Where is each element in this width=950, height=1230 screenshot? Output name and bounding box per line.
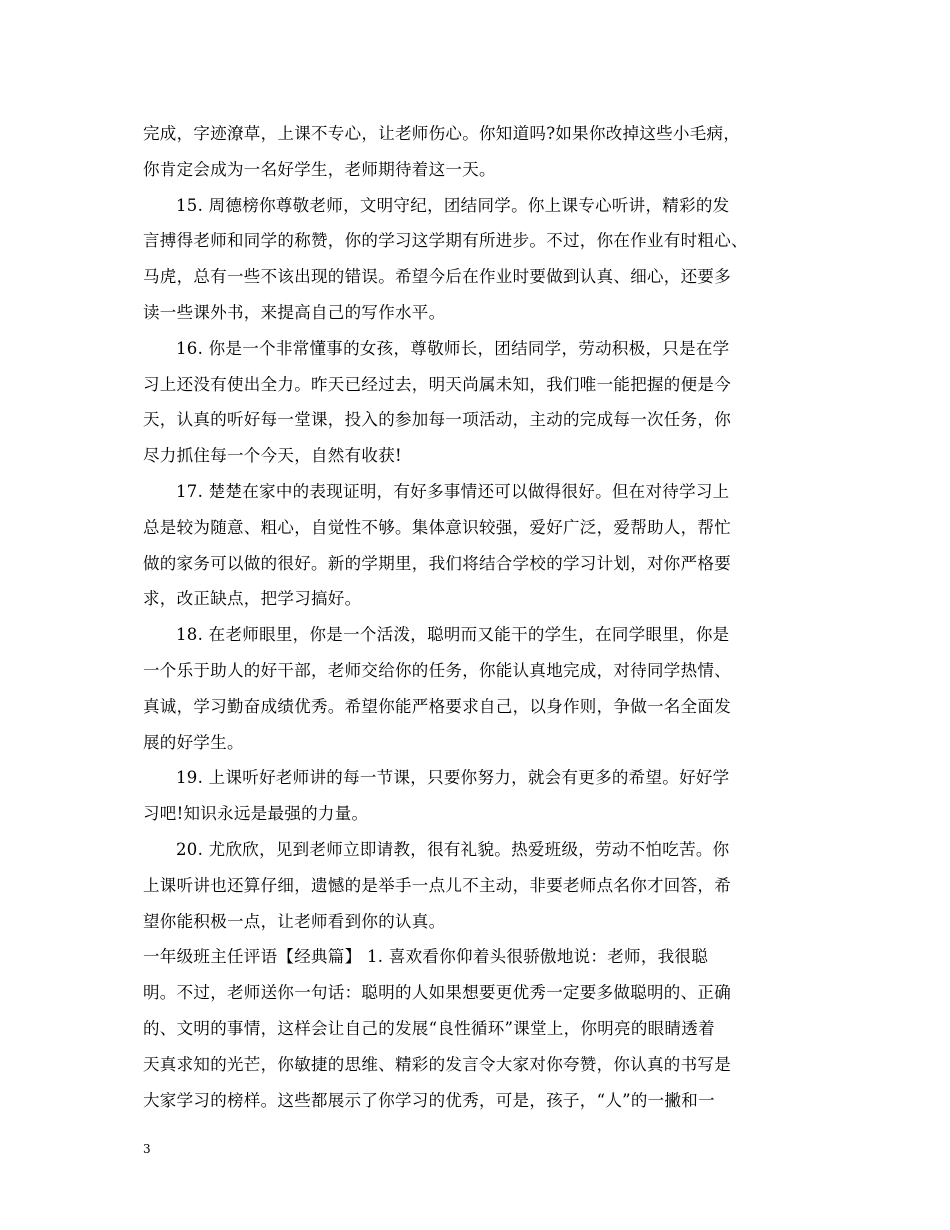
text-line: 大家学习的榜样。这些都展示了你学习的优秀，可是，孩子，“人”的一撇和一 <box>143 1090 715 1110</box>
text-line: 尽力抓住每一个今天，自然有收获! <box>143 446 402 466</box>
text-line: 16. 你是一个非常懂事的女孩，尊敬师长，团结同学，劳动积极，只是在学 <box>176 338 730 358</box>
text-line: 读一些课外书，来提高自己的写作水平。 <box>143 302 446 322</box>
text-line: 18. 在老师眼里，你是一个活泼，聪明而又能干的学生，在同学眼里，你是 <box>176 625 730 645</box>
text-line: 习上还没有使出全力。昨天已经过去，明天尚属未知，我们唯一能把握的便是今 <box>143 374 731 394</box>
document-body <box>143 116 813 1118</box>
text-line: 17. 楚楚在家中的表现证明，有好多事情还可以做得很好。但在对待学习上 <box>176 481 730 501</box>
text-line: 一年级班主任评语【经典篇】 1. 喜欢看你仰着头很骄傲地说：老师，我很聪 <box>143 947 709 967</box>
text-line: 19. 上课听好老师讲的每一节课，只要你努力，就会有更多的希望。好好学 <box>176 768 730 788</box>
text-line: 你肯定会成为一名好学生，老师期待着这一天。 <box>143 159 496 179</box>
text-line: 马虎，总有一些不该出现的错误。希望今后在作业时要做到认真、细心，还要多 <box>143 267 731 287</box>
text-line: 一个乐于助人的好干部，老师交给你的任务，你能认真地完成，对待同学热情、 <box>143 660 731 680</box>
text-line: 15. 周德榜你尊敬老师，文明守纪，团结同学。你上课专心听讲，精彩的发 <box>176 195 730 215</box>
text-line: 求，改正缺点，把学习搞好。 <box>143 589 362 609</box>
text-line: 总是较为随意、粗心，自觉性不够。集体意识较强，爱好广泛，爱帮助人，帮忙 <box>143 517 731 537</box>
text-line: 展的好学生。 <box>143 732 244 752</box>
text-line: 上课听讲也还算仔细，遗憾的是举手一点儿不主动，非要老师点名你才回答，希 <box>143 875 731 895</box>
text-line: 做的家务可以做的很好。新的学期里，我们将结合学校的学习计划，对你严格要 <box>143 553 731 573</box>
text-line: 20. 尤欣欣，见到老师立即请教，很有礼貌。热爱班级，劳动不怕吃苦。你 <box>176 839 730 859</box>
text-line: 明。不过，老师送你一句话：聪明的人如果想要更优秀一定要多做聪明的、正确 <box>143 983 731 1003</box>
text-line: 天真求知的光芒，你敏捷的思维、精彩的发言令大家对你夸赞，你认真的书写是 <box>143 1054 731 1074</box>
text-line: 望你能积极一点，让老师看到你的认真。 <box>143 911 446 931</box>
page-number: 3 <box>143 1142 151 1156</box>
text-line: 真诚，学习勤奋成绩优秀。希望你能严格要求自己，以身作则，争做一名全面发 <box>143 696 731 716</box>
text-line: 习吧!知识永远是最强的力量。 <box>143 804 369 824</box>
text-line: 的、文明的事情，这样会让自己的发展“良性循环”课堂上，你明亮的眼睛透着 <box>143 1018 715 1038</box>
text-line: 言搏得老师和同学的称赞，你的学习这学期有所进步。不过，你在作业有时粗心、 <box>143 231 748 251</box>
text-line: 完成，字迹潦草，上课不专心，让老师伤心。你知道吗?如果你改掉这些小毛病， <box>143 124 741 143</box>
text-line: 天，认真的听好每一堂课，投入的参加每一项活动，主动的完成每一次任务，你 <box>143 410 731 430</box>
